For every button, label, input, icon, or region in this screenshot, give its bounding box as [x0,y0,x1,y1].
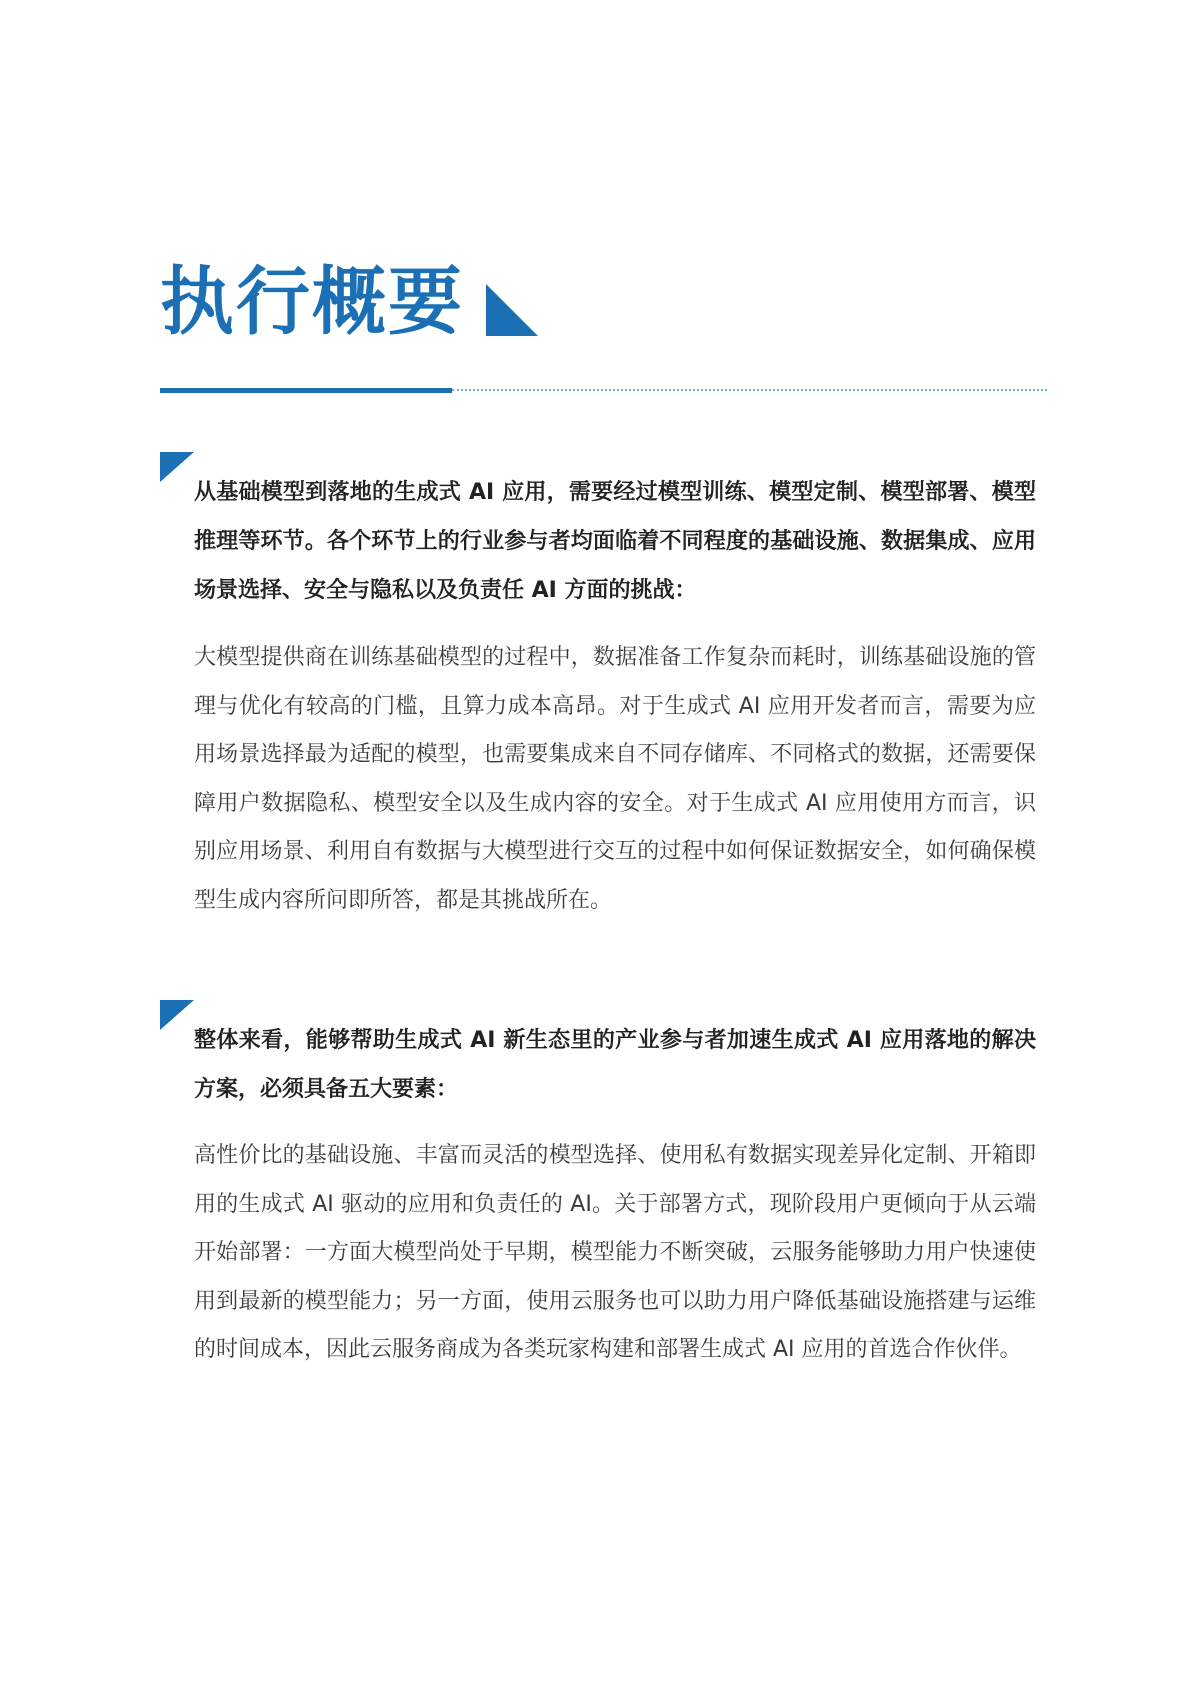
section-2-heading: 整体来看，能够帮助生成式 AI 新生态里的产业参与者加速生成式 AI 应用落地的解决方案，必须具备五大要素： [194,1028,1036,1102]
title-triangle-icon [486,284,538,336]
title-block [160,259,538,345]
section-2 [194,1016,1036,1375]
title-rule-solid [160,388,452,393]
section-1 [194,468,1036,925]
section-2-body: 高性价比的基础设施、丰富而灵活的模型选择、使用私有数据实现差异化定制、开箱即用的生成式 AI 驱动的应用和负责任的 AI。关于部署方式，现阶段用户更倾向于从云端开始部署：一方面大模型尚处于早期，模型能力不断突破，云服务能够助力用户快速使用到最新的模型能力；另一方面，使用云服务也可以助力用户降低基础设施搭建与运维的时间成本，因此云服务商成为各类玩家构建和部署生成式 AI 应用的首选合作伙伴。 [194,1143,1036,1362]
section-2-corner-icon [160,1000,194,1030]
page-title: 执行概要 [160,259,464,345]
title-rule-dotted [452,389,1047,391]
section-1-heading: 从基础模型到落地的生成式 AI 应用，需要经过模型训练、模型定制、模型部署、模型推理等环节。各个环节上的行业参与者均面临着不同程度的基础设施、数据集成、应用场景选择、安全与隐私以及负责任 AI 方面的挑战： [194,480,1036,603]
section-1-corner-icon [160,452,194,482]
section-1-body: 大模型提供商在训练基础模型的过程中，数据准备工作复杂而耗时，训练基础设施的管理与优化有较高的门槛，且算力成本高昂。对于生成式 AI 应用开发者而言，需要为应用场景选择最为适配的模型，也需要集成来自不同存储库、不同格式的数据，还需要保障用户数据隐私、模型安全以及生成内容的安全。对于生成式 AI 应用使用方而言，识别应用场景、利用自有数据与大模型进行交互的过程中如何保证数据安全，如何确保模型生成内容所问即所答，都是其挑战所在。 [194,645,1036,913]
